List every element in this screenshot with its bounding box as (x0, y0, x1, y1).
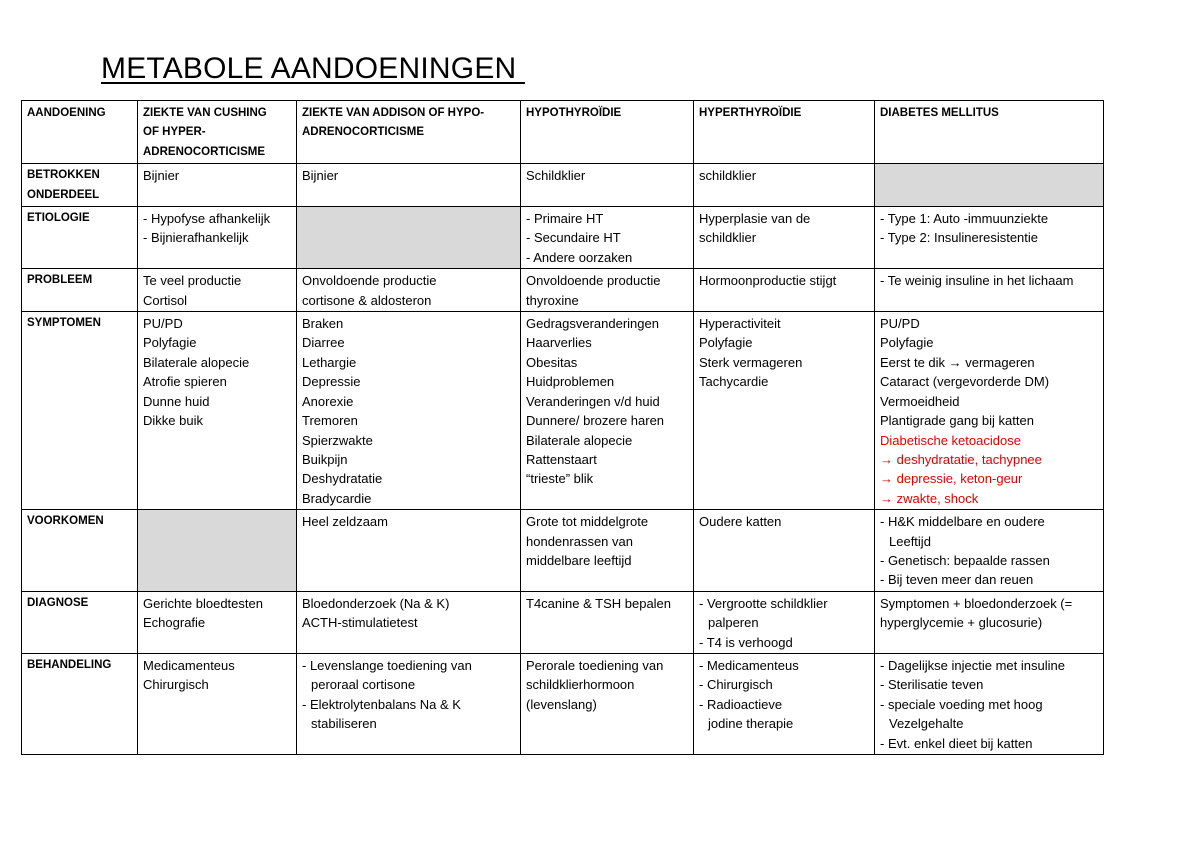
cell-diagnose-diabetes: Symptomen + bloedonderzoek (= hyperglycemie + glucosurie) (875, 591, 1104, 653)
cell-etiologie-diabetes: - Type 1: Auto -immuunziekte - Type 2: Insulineresistentie (875, 207, 1104, 269)
cell-probleem-hyper: Hormoonproductie stijgt (694, 269, 875, 312)
cell-betrokken-hyper: schildklier (694, 164, 875, 207)
cell-voorkomen-cushing-empty (138, 510, 297, 592)
header-cell-aandoening: AANDOENING (22, 101, 138, 164)
page-title: METABOLE AANDOENINGEN (101, 52, 525, 85)
cell-voorkomen-hyper: Oudere katten (694, 510, 875, 592)
cell-betrokken-diabetes-empty (875, 164, 1104, 207)
cell-betrokken-cushing: Bijnier (138, 164, 297, 207)
cell-probleem-hypo: Onvoldoende productie thyroxine (521, 269, 694, 312)
row-label-etiologie: ETIOLOGIE (22, 207, 138, 269)
table-row-diagnose (22, 591, 1104, 653)
cell-behandeling-hypo: Perorale toediening van schildklierhormoon (levenslang) (521, 653, 694, 754)
cell-etiologie-hypo: - Primaire HT - Secundaire HT - Andere oorzaken (521, 207, 694, 269)
cell-diagnose-cushing: Gerichte bloedtesten Echografie (138, 591, 297, 653)
cell-symptomen-cushing: PU/PD Polyfagie Bilaterale alopecie Atrofie spieren Dunne huid Dikke buik (138, 312, 297, 510)
table-row-etiologie (22, 207, 1104, 269)
table-row-voorkomen (22, 510, 1104, 592)
header-cell-cushing: ZIEKTE VAN CUSHING OF HYPER- ADRENOCORTICISME (138, 101, 297, 164)
cell-voorkomen-hypo: Grote tot middelgrote hondenrassen van middelbare leeftijd (521, 510, 694, 592)
cell-symptomen-diabetes: PU/PD Polyfagie Eerst te dik → vermageren Cataract (vergevorderde DM) Vermoeidheid Plantigrade gang bij katten Diabetische ketoacidose → deshydratatie, tachypnee → depressie, keton-geur → zwakte, shock (875, 312, 1104, 510)
cell-symptomen-hyper: Hyperactiviteit Polyfagie Sterk vermageren Tachycardie (694, 312, 875, 510)
header-cell-hypothyroidie: HYPOTHYROÏDIE (521, 101, 694, 164)
cell-symptomen-hypo: Gedragsveranderingen Haarverlies Obesitas Huidproblemen Veranderingen v/d huid Dunnere/ brozere haren Bilaterale alopecie Rattenstaart “trieste” blik (521, 312, 694, 510)
cell-etiologie-cushing: - Hypofyse afhankelijk - Bijnierafhankelijk (138, 207, 297, 269)
cell-diagnose-addison: Bloedonderzoek (Na & K) ACTH-stimulatietest (297, 591, 521, 653)
cell-behandeling-diabetes: - Dagelijkse injectie met insuline - Sterilisatie teven - speciale voeding met hoog Vezelgehalte - Evt. enkel dieet bij katten (875, 653, 1104, 754)
header-cell-addison: ZIEKTE VAN ADDISON OF HYPO- ADRENOCORTICISME (297, 101, 521, 164)
cell-behandeling-cushing: Medicamenteus Chirurgisch (138, 653, 297, 754)
cell-behandeling-addison: - Levenslange toediening van peroraal cortisone - Elektrolytenbalans Na & K stabiliseren (297, 653, 521, 754)
cell-betrokken-hypo: Schildklier (521, 164, 694, 207)
cell-probleem-addison: Onvoldoende productie cortisone & aldosteron (297, 269, 521, 312)
cell-betrokken-addison: Bijnier (297, 164, 521, 207)
cell-probleem-cushing: Te veel productie Cortisol (138, 269, 297, 312)
metabolic-disorders-table (21, 100, 1104, 755)
cell-symptomen-addison: Braken Diarree Lethargie Depressie Anorexie Tremoren Spierzwakte Buikpijn Deshydratatie Bradycardie (297, 312, 521, 510)
row-label-probleem: PROBLEEM (22, 269, 138, 312)
row-label-voorkomen: VOORKOMEN (22, 510, 138, 592)
row-label-diagnose: DIAGNOSE (22, 591, 138, 653)
cell-diagnose-hyper: - Vergrootte schildklier palperen - T4 is verhoogd (694, 591, 875, 653)
cell-etiologie-hyper: Hyperplasie van de schildklier (694, 207, 875, 269)
cell-diagnose-hypo: T4canine & TSH bepalen (521, 591, 694, 653)
row-label-behandeling: BEHANDELING (22, 653, 138, 754)
table-header-row (22, 101, 1104, 164)
header-cell-hyperthyroidie: HYPERTHYROÏDIE (694, 101, 875, 164)
ketoacidose-heading: Diabetische ketoacidose (880, 432, 1021, 448)
table-row-betrokken (22, 164, 1104, 207)
cell-probleem-diabetes: - Te weinig insuline in het lichaam (875, 269, 1104, 312)
table-row-symptomen (22, 312, 1104, 510)
row-label-symptomen: SYMPTOMEN (22, 312, 138, 510)
table-row-probleem (22, 269, 1104, 312)
cell-behandeling-hyper: - Medicamenteus - Chirurgisch - Radioactieve jodine therapie (694, 653, 875, 754)
cell-etiologie-addison-empty (297, 207, 521, 269)
cell-voorkomen-diabetes: - H&K middelbare en oudere Leeftijd - Genetisch: bepaalde rassen - Bij teven meer dan reuen (875, 510, 1104, 592)
cell-voorkomen-addison: Heel zeldzaam (297, 510, 521, 592)
row-label-betrokken: BETROKKEN ONDERDEEL (22, 164, 138, 207)
table-row-behandeling (22, 653, 1104, 754)
header-cell-diabetes: DIABETES MELLITUS (875, 101, 1104, 164)
